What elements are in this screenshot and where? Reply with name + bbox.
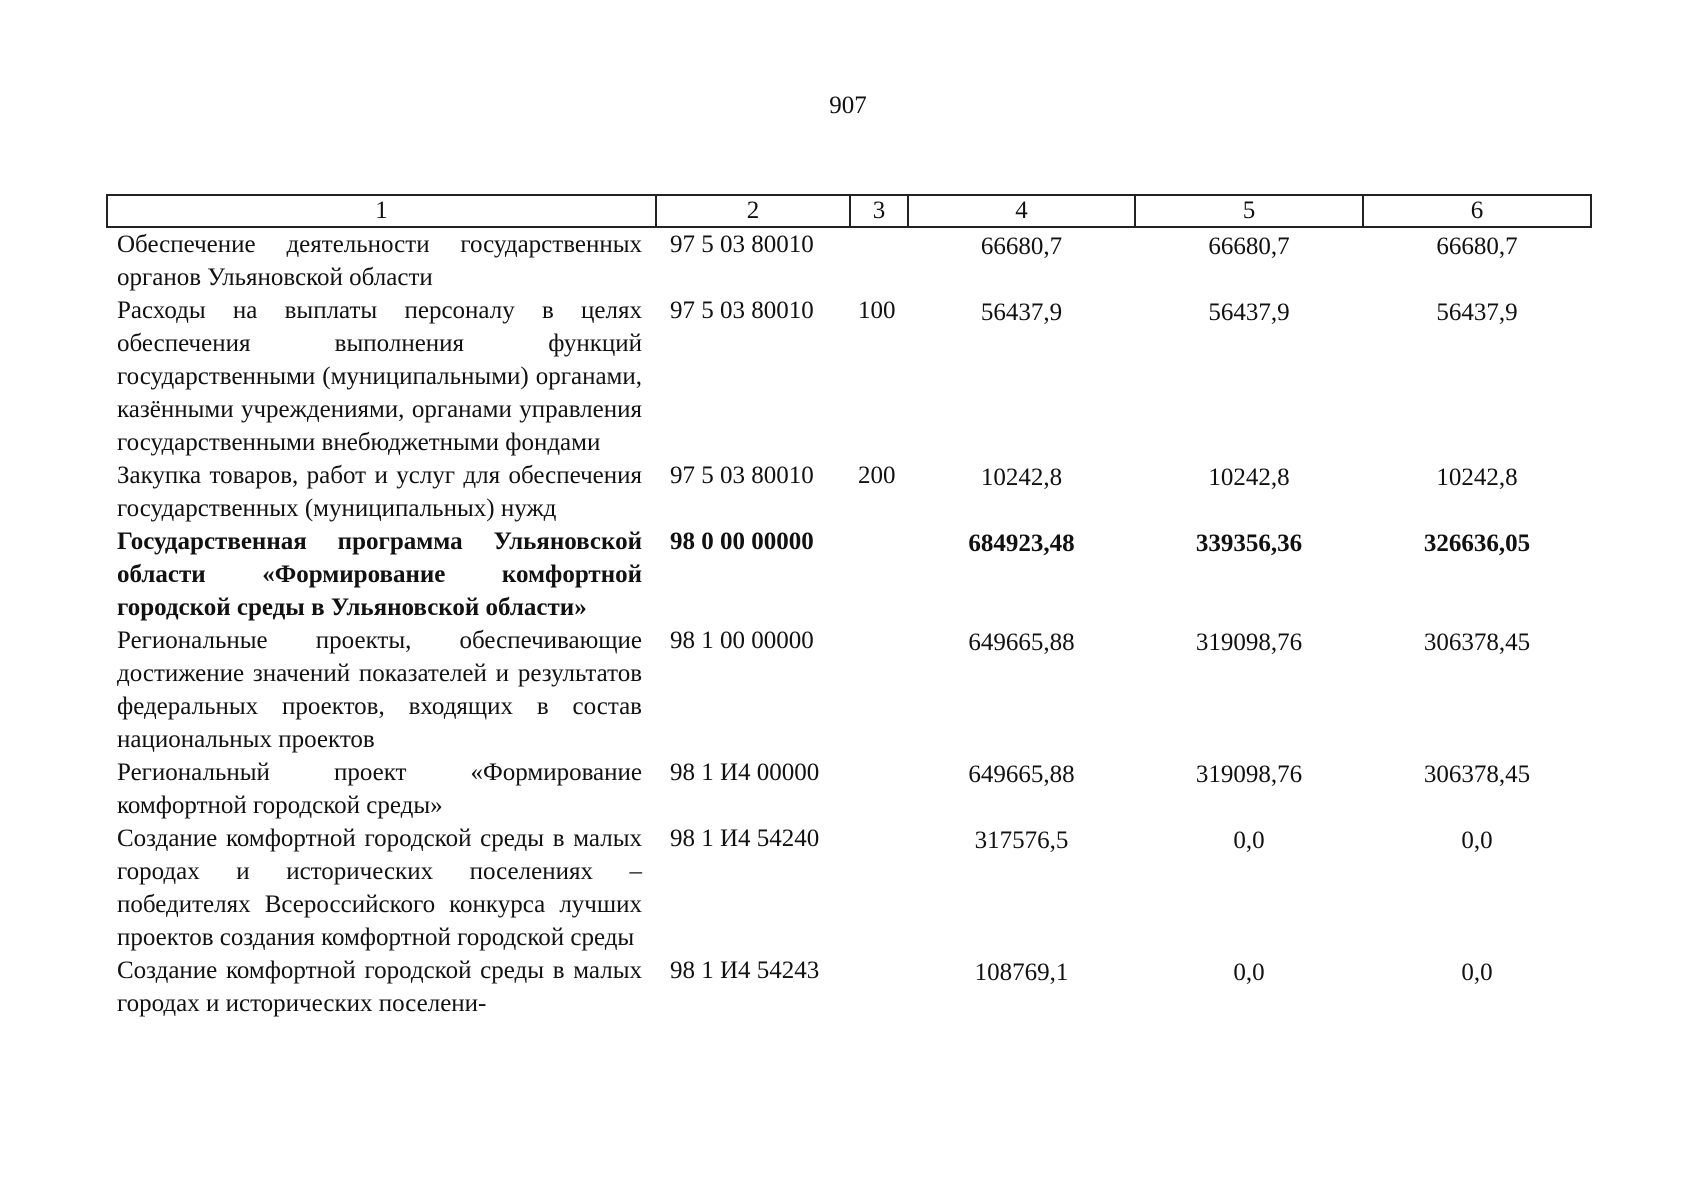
amount-col-4: 10242,8: [980, 464, 1063, 491]
amount-col-6: 0,0: [1461, 827, 1493, 854]
amount-col-6: 0,0: [1461, 959, 1493, 986]
amount-col-4: 108769,1: [974, 959, 1069, 986]
amount-col-5: 319098,76: [1195, 629, 1303, 656]
header-row: [107, 195, 1591, 227]
amount-col-4: 56437,9: [980, 299, 1063, 326]
expense-type: [850, 525, 908, 624]
amount-col-4: 317576,5: [974, 827, 1069, 854]
item-name: Региональный проект «Формирование комфортной городской среды»: [117, 759, 642, 819]
target-code: 98 1 И4 54243: [670, 957, 820, 984]
column-header-4: 4: [908, 195, 1135, 227]
expense-type: [850, 227, 908, 294]
column-header-5: 5: [1135, 195, 1363, 227]
item-name: Создание комфортной городской среды в малых городах и исторических поселениях – победителях Всероссийского конкурса лучших проектов создания комфортной городской среды: [117, 825, 642, 951]
table-row: [107, 822, 1591, 954]
amount-col-5: 339356,36: [1195, 530, 1303, 557]
item-name: Создание комфортной городской среды в малых городах и исторических поселени-: [117, 957, 642, 1017]
amount-col-5: 0,0: [1233, 959, 1265, 986]
amount-col-6: 306378,45: [1423, 629, 1531, 656]
column-header-6: 6: [1363, 195, 1591, 227]
column-header-3: 3: [850, 195, 908, 227]
amount-col-6: 56437,9: [1436, 299, 1518, 326]
amount-col-6: 10242,8: [1436, 464, 1518, 491]
expense-type: [850, 624, 908, 756]
target-code: 97 5 03 80010: [670, 297, 814, 324]
expense-type: [850, 822, 908, 954]
item-name: Региональные проекты, обеспечивающие достижение значений показателей и результатов федеральных проектов, входящих в состав национальных проектов: [117, 627, 642, 753]
target-code: 98 1 И4 54240: [670, 825, 820, 852]
column-header-1: 1: [107, 195, 656, 227]
table-row: [107, 756, 1591, 822]
item-name: Обеспечение деятельности государственных органов Ульяновской области: [117, 231, 642, 291]
amount-col-5: 56437,9: [1208, 299, 1290, 326]
amount-col-6: 306378,45: [1423, 761, 1531, 788]
expense-type: 100: [858, 297, 896, 324]
target-code: 97 5 03 80010: [670, 231, 814, 258]
item-name: Государственная программа Ульяновской области «Формирование комфортной городской среды в Ульяновской области»: [117, 528, 642, 621]
item-name: Закупка товаров, работ и услуг для обеспечения государственных (муниципальных) нужд: [117, 462, 642, 522]
table-row: [107, 525, 1591, 624]
column-header-2: 2: [656, 195, 850, 227]
budget-table: [106, 194, 1592, 1020]
item-name: Расходы на выплаты персоналу в целях обеспечения выполнения функций государственными (муниципальными) органами, казёнными учреждениями, органами управления государственными внебюджетными фондами: [117, 297, 642, 456]
amount-col-5: 66680,7: [1208, 233, 1290, 260]
amount-col-4: 684923,48: [968, 530, 1075, 557]
amount-col-4: 649665,88: [968, 761, 1075, 788]
amount-col-5: 10242,8: [1208, 464, 1290, 491]
expense-type: 200: [858, 462, 896, 489]
table-row: [107, 954, 1591, 1020]
amount-col-6: 66680,7: [1436, 233, 1518, 260]
table-body: [107, 227, 1591, 1020]
table-row: [107, 227, 1591, 294]
target-code: 98 0 00 00000: [670, 528, 814, 555]
amount-col-6: 326636,05: [1423, 530, 1531, 557]
expense-type: [850, 954, 908, 1020]
table-header: [107, 195, 1591, 227]
table-row: [107, 294, 1591, 459]
table-row: [107, 459, 1591, 525]
table-row: [107, 624, 1591, 756]
target-code: 97 5 03 80010: [670, 462, 814, 489]
amount-col-4: 66680,7: [980, 233, 1063, 260]
amount-col-5: 319098,76: [1195, 761, 1303, 788]
amount-col-5: 0,0: [1233, 827, 1265, 854]
page-number: 907: [829, 92, 867, 119]
expense-type: [850, 756, 908, 822]
target-code: 98 1 И4 00000: [670, 759, 820, 786]
amount-col-4: 649665,88: [968, 629, 1075, 656]
target-code: 98 1 00 00000: [670, 627, 814, 654]
